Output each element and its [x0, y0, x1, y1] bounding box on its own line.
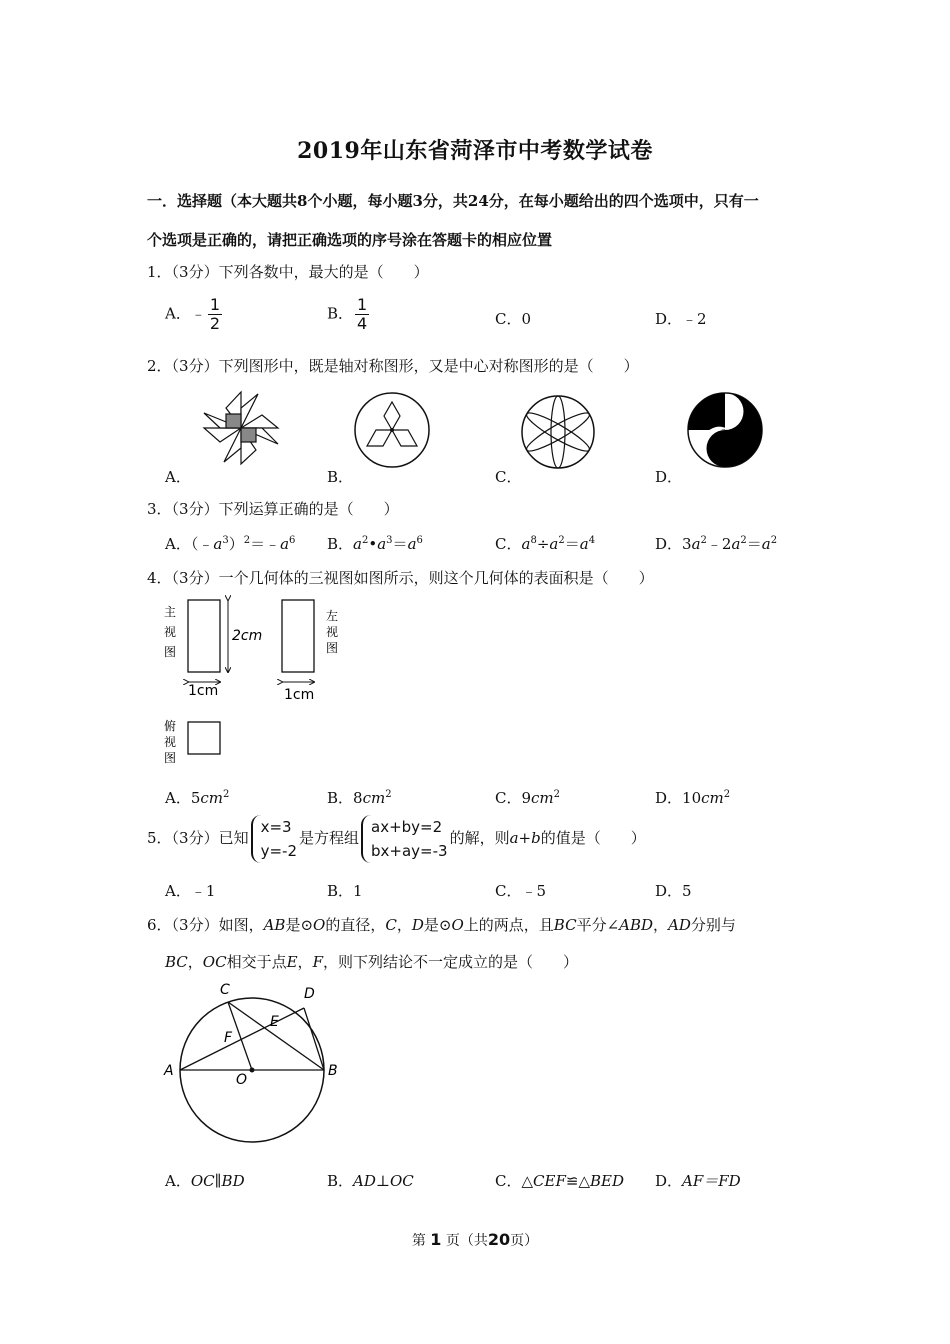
q3-c-exp2: 2: [558, 535, 565, 546]
q4-a-unit-exp: 2: [223, 789, 230, 800]
q6-t1: 是⊙: [285, 916, 314, 934]
q1-option-b: [327, 296, 369, 333]
q6-option-a: [165, 1170, 245, 1191]
front-label-char-1: 主: [164, 605, 177, 619]
q6-t5: 上的两点，且: [463, 916, 554, 934]
q3-a-exp3: 6: [289, 535, 296, 546]
q6-d1: D: [411, 916, 424, 934]
q3-c-exp: 8: [530, 535, 537, 546]
q3-b-label: B．: [327, 535, 354, 553]
q6-t12: ，则下列结论不一定成立的是（ ）: [322, 953, 578, 971]
q1-option-d: D．﹣2: [655, 310, 707, 328]
q3-b-exp2: 3: [386, 535, 393, 546]
q1-b-fraction: [355, 296, 369, 333]
q6-t8: 分别与: [690, 916, 736, 934]
q1-a-fraction: [208, 296, 222, 333]
q3-d-exp: 2: [700, 535, 707, 546]
q6-ad1: AD: [668, 916, 691, 934]
q3-option-a: [165, 533, 295, 554]
q6-t9: ，: [187, 953, 203, 971]
q6-o2: O: [451, 916, 464, 934]
circle-triangles-figure: [352, 390, 432, 470]
q4-d-label: D．: [655, 789, 683, 807]
q4-a-label: A．: [165, 789, 191, 807]
footer-page-number: 1: [430, 1230, 442, 1249]
q6-t3: ，: [396, 916, 412, 934]
q6-t2: 的直径，: [325, 916, 386, 934]
section-heading-line1: 一．选择题（本大题共8个小题，每小题3分，共24分，在每小题给出的四个选项中，只有一: [147, 192, 759, 210]
q4-b-unit-exp: 2: [385, 789, 392, 800]
top-label-char-1: 俯: [164, 719, 177, 733]
q3-a-exp: 3: [222, 535, 229, 546]
q3-c-var: a: [521, 535, 531, 553]
q3-b-exp3: 6: [416, 535, 423, 546]
q5-equation-2: bx+ay=-3: [371, 842, 448, 860]
q6-t11: ，: [297, 953, 313, 971]
q6-bc1: BC: [553, 916, 577, 934]
q3-a-open: （﹣: [190, 535, 214, 553]
q3-stem: 3．（3分）下列运算正确的是（ ）: [147, 500, 399, 518]
q5-option-b: B．1: [327, 882, 363, 900]
q4-c-unit: cm: [531, 789, 554, 807]
q5-stem: [147, 815, 646, 863]
q6-option-d: [655, 1170, 741, 1191]
q4-stem: 4．（3分）一个几何体的三视图如图所示，则这个几何体的表面积是（ ）: [147, 569, 654, 587]
q3-a-var: a: [213, 535, 223, 553]
page-title: 2019年山东省菏泽市中考数学试卷: [297, 138, 653, 164]
q6-c-label: C．: [495, 1172, 522, 1190]
page-footer: [0, 1230, 950, 1250]
q4-option-d: [655, 787, 730, 808]
q1-stem: 1．（3分）下列各数中，最大的是（ ）: [147, 263, 429, 281]
q4-option-a: [165, 787, 229, 808]
q6-f1: F: [312, 953, 323, 971]
q5-post-text-2: 的值是（ ）: [540, 829, 646, 847]
q6-a-label: A．: [165, 1172, 191, 1190]
q2-option-c: C．: [495, 468, 522, 486]
q3-d-var3: a: [761, 535, 771, 553]
circle-geometry-figure: [158, 978, 348, 1143]
q6-c-var-2: BED: [589, 1172, 624, 1190]
q3-a-var2: a: [280, 535, 290, 553]
q6-t6: 平分∠: [576, 916, 620, 934]
q6-o1: O: [313, 916, 326, 934]
q3-option-c: [495, 533, 595, 554]
q1-option-a: [165, 296, 222, 333]
q5-option-c: C．﹣5: [495, 882, 547, 900]
q3-b-var2: a: [377, 535, 387, 553]
side-width-dim-label: 1cm: [284, 687, 315, 703]
pinwheel-shade-2: [241, 428, 256, 442]
chord-db: [304, 1008, 324, 1070]
q4-d-unit-exp: 2: [723, 789, 731, 800]
footer-pre: 第: [411, 1233, 426, 1249]
q6-c-var-1: CEF: [533, 1172, 566, 1190]
q2-stem: 2．（3分）下列图形中，既是轴对称图形，又是中心对称图形的是（ ）: [147, 357, 639, 375]
q6-stem-line1: [147, 914, 736, 935]
q5-prefix: 5．（3分）已知: [147, 829, 249, 847]
q5-option-a: A．﹣1: [165, 882, 216, 900]
q3-d-exp3: 2: [770, 535, 778, 546]
q3-d-var: a: [691, 535, 701, 553]
top-label-char-3: 图: [164, 751, 177, 765]
q2-option-d: D．: [655, 468, 683, 486]
label-a: A: [164, 1063, 174, 1079]
footer-mid: 页（共: [445, 1233, 488, 1249]
q2-option-b: B．: [327, 468, 354, 486]
q3-option-b: [327, 533, 423, 554]
side-view-rect: [282, 600, 314, 672]
q3-d-eq: ＝: [746, 535, 762, 553]
q6-oc1: OC: [202, 953, 227, 971]
q4-d-unit: cm: [701, 789, 724, 807]
q3-b-var3: a: [407, 535, 417, 553]
center-dot: [390, 428, 394, 432]
q4-a-unit: cm: [200, 789, 224, 807]
q1-a-label: A．: [165, 304, 191, 323]
label-d: D: [304, 986, 315, 1002]
outer-circle: [522, 396, 594, 468]
q3-a-label: A．: [165, 535, 191, 553]
pinwheel-figure: [196, 388, 286, 468]
q3-d-exp2: 2: [740, 535, 747, 546]
q3-a-exp2: 2: [243, 535, 251, 546]
q5-equation-1: ax+by=2: [371, 818, 443, 836]
side-label-char-3: 图: [326, 641, 339, 655]
q3-c-var3: a: [579, 535, 589, 553]
q3-c-exp3: 4: [588, 535, 596, 546]
chord-cb: [228, 1002, 324, 1070]
q3-option-d: [655, 533, 777, 554]
q6-stem-line2: [165, 951, 578, 972]
chord-ad: [180, 1008, 304, 1070]
q4-option-b: [327, 787, 392, 808]
q3-b-eq: ＝: [392, 535, 408, 553]
q6-c1: C: [385, 916, 397, 934]
q1-option-c: C．0: [495, 310, 532, 328]
front-label-char-3: 图: [164, 645, 177, 659]
pinwheel-shade-1: [226, 414, 241, 428]
q1-a-sign: ﹣: [190, 304, 206, 323]
front-width-dim-label: 1cm: [188, 683, 219, 699]
q3-c-label: C．: [495, 535, 522, 553]
label-b: B: [328, 1063, 338, 1079]
q4-c-unit-exp: 2: [553, 789, 561, 800]
footer-total-pages: 20: [487, 1230, 511, 1249]
q6-t10: 相交于点: [226, 953, 287, 971]
q4-c-value: 9: [521, 789, 532, 807]
top-label-char-2: 视: [164, 735, 177, 749]
q3-a-eq: ＝﹣: [250, 535, 281, 553]
q5-solution-system: [251, 815, 297, 863]
q2-option-a: A．: [165, 468, 191, 486]
label-c: C: [220, 982, 230, 998]
q6-t7: ，: [653, 916, 669, 934]
q6-option-c: [495, 1170, 624, 1191]
q3-d-minus: ﹣2: [706, 535, 732, 553]
q3-d-label: D．: [655, 535, 683, 553]
center-point-o: [250, 1068, 255, 1073]
label-f: F: [224, 1030, 233, 1046]
yin-yang-figure: [685, 390, 765, 470]
q6-bc2: BC: [165, 953, 188, 971]
q6-b-label: B．: [327, 1172, 354, 1190]
q5-equation-system: [361, 815, 448, 863]
side-label-char-2: 视: [326, 625, 339, 639]
q3-b-exp: 2: [361, 535, 369, 546]
q6-a-value: OC∥BD: [190, 1172, 245, 1190]
q1-b-label: B．: [327, 304, 354, 323]
q3-c-var2: a: [549, 535, 559, 553]
q6-t4: 是⊙: [423, 916, 452, 934]
q5-middle-text: 是方程组: [299, 829, 360, 847]
section-heading-line2: 个选项是正确的，请把正确选项的序号涂在答题卡的相应位置: [147, 231, 553, 249]
side-label-char-1: 左: [326, 609, 339, 623]
q3-a-close: ）: [228, 535, 244, 553]
front-view-rect: [188, 600, 220, 672]
q3-c-eq: ＝: [564, 535, 580, 553]
q6-b-value: AD⊥OC: [353, 1172, 414, 1190]
q4-d-value: 10: [682, 789, 702, 807]
q1-a-numerator: 1: [209, 295, 221, 314]
q1-b-denominator: 4: [357, 314, 368, 333]
q4-c-label: C．: [495, 789, 522, 807]
q4-option-c: [495, 787, 560, 808]
q1-b-numerator: 1: [357, 295, 368, 314]
footer-post: 页）: [510, 1233, 539, 1249]
q4-b-unit: cm: [362, 789, 386, 807]
top-view-rect: [188, 722, 220, 754]
q6-abd: ABD: [619, 916, 654, 934]
q3-d-var2: a: [731, 535, 741, 553]
q6-e1: E: [286, 953, 298, 971]
q6-c-triangle-1: △: [521, 1172, 534, 1190]
q6-ab: AB: [263, 916, 286, 934]
q6-option-b: [327, 1170, 414, 1191]
q3-d-coef: 3: [682, 535, 692, 553]
circle-petals-figure: [518, 392, 598, 472]
three-view-diagram: [158, 592, 368, 772]
q4-b-value: 8: [353, 789, 363, 807]
q4-b-label: B．: [327, 789, 354, 807]
q5-solution-y: y=-2: [260, 842, 297, 860]
q5-option-d: D．5: [655, 882, 692, 900]
q6-d-label: D．: [655, 1172, 683, 1190]
q3-b-dot: •: [368, 535, 378, 553]
height-dim-label: 2cm: [232, 628, 263, 644]
q5-post-text-1: 的解，则: [449, 829, 510, 847]
q6-d-value: AF＝FD: [682, 1172, 741, 1190]
q3-c-div: ÷: [536, 535, 550, 553]
front-label-char-2: 视: [164, 625, 177, 639]
q5-solution-x: x=3: [260, 818, 292, 836]
label-e: E: [270, 1014, 279, 1030]
q6-prefix: 6．（3分）如图，: [147, 916, 264, 934]
q1-a-denominator: 2: [209, 314, 221, 333]
q3-b-var: a: [353, 535, 362, 553]
q4-a-value: 5: [190, 789, 201, 807]
dark-upper-left: [688, 393, 725, 430]
q5-variable: a+b: [509, 829, 541, 847]
q6-c-congruent: ≌△: [565, 1172, 590, 1190]
label-o: O: [236, 1072, 248, 1088]
